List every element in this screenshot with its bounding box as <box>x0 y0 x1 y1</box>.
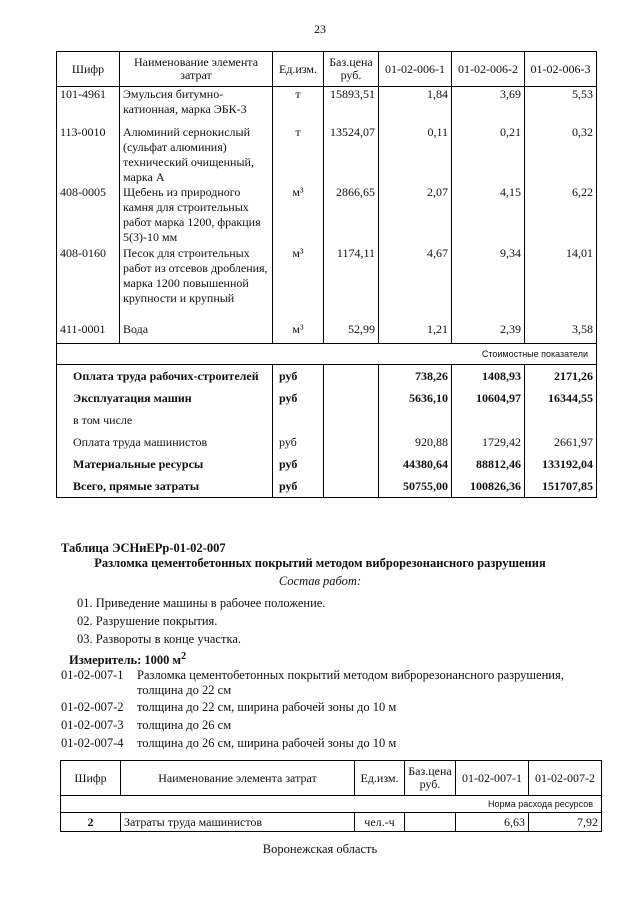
row-price: 52,99 <box>324 322 379 344</box>
row-value-1: 1,84 <box>379 87 452 125</box>
total-value-1: 920,88 <box>379 431 452 453</box>
row-code: 2 <box>61 813 121 832</box>
total-value-2: 10604,97 <box>452 387 525 409</box>
total-value-3: 151707,85 <box>525 475 597 498</box>
resources-table-01-02-006 <box>56 51 597 498</box>
table-row <box>61 813 602 832</box>
header-col-1: 01-02-006-1 <box>379 52 452 87</box>
measure-unit <box>69 651 186 668</box>
work-step: 03. Развороты в конце участка. <box>77 632 241 646</box>
row-code: 408-0005 <box>57 185 120 246</box>
variant-text: Разломка цементобетонных покрытий методом виброрезонансного разрушения, толщина до 22 см <box>137 668 564 697</box>
table-title: Таблица ЭСНиЕРр-01-02-007 <box>61 541 226 555</box>
total-unit: руб <box>273 387 324 409</box>
total-label: Оплата труда рабочих-строителей <box>57 365 273 388</box>
total-label: Материальные ресурсы <box>57 453 273 475</box>
table-header-row <box>61 761 602 796</box>
row-name: Эмульсия битумно-катионная, марка ЭБК-3 <box>120 87 273 125</box>
total-value-3: 133192,04 <box>525 453 597 475</box>
row-value-3: 3,58 <box>525 322 597 344</box>
header-col-3: 01-02-006-3 <box>525 52 597 87</box>
header-code: Шифр <box>57 52 120 87</box>
header-price: Баз.цена руб. <box>324 52 379 87</box>
row-value-1: 4,67 <box>379 246 452 322</box>
total-value-1: 5636,10 <box>379 387 452 409</box>
total-row <box>57 387 597 409</box>
cost-indicators-label: Стоимостные показатели <box>57 344 597 365</box>
section-row <box>57 344 597 365</box>
header-col-1: 01-02-007-1 <box>456 761 529 796</box>
resources-table-01-02-007 <box>60 760 602 832</box>
row-unit: т <box>273 125 324 185</box>
total-row <box>57 431 597 453</box>
header-name: Наименование элемента затрат <box>120 52 273 87</box>
row-code: 408-0160 <box>57 246 120 322</box>
row-value-3: 6,22 <box>525 185 597 246</box>
row-unit: м³ <box>273 185 324 246</box>
total-value-1: 44380,64 <box>379 453 452 475</box>
row-value-2: 7,92 <box>529 813 602 832</box>
row-value-1: 2,07 <box>379 185 452 246</box>
total-label: в том числе <box>57 409 273 431</box>
header-name: Наименование элемента затрат <box>121 761 355 796</box>
row-price: 15893,51 <box>324 87 379 125</box>
row-price <box>405 813 456 832</box>
total-label: Эксплуатация машин <box>57 387 273 409</box>
total-unit: руб <box>273 431 324 453</box>
row-value-3: 14,01 <box>525 246 597 322</box>
row-value-1: 6,63 <box>456 813 529 832</box>
work-step: 02. Разрушение покрытия. <box>77 614 218 628</box>
measure-label: Измеритель: 1000 м <box>69 653 182 668</box>
table-subtitle: Разломка цементобетонных покрытий методом виброрезонансного разрушения <box>94 556 546 570</box>
header-col-2: 01-02-007-2 <box>529 761 602 796</box>
row-name: Песок для строительных работ из отсевов дробления, марка 1200 повышенной крупности и крупный <box>120 246 273 322</box>
measure-sup: 2 <box>181 651 187 662</box>
table-row <box>57 87 597 125</box>
row-name: Щебень из природного камня для строительных работ марка 1200, фракция 5(3)-10 мм <box>120 185 273 246</box>
row-name: Затраты труда машинистов <box>121 813 355 832</box>
row-unit: чел.-ч <box>355 813 405 832</box>
row-name: Вода <box>120 322 273 344</box>
variant-code: 01-02-007-1 <box>61 668 124 682</box>
row-code: 411-0001 <box>57 322 120 344</box>
total-unit: руб <box>273 453 324 475</box>
total-row <box>57 475 597 498</box>
page-number: 23 <box>314 22 326 36</box>
total-value-3: 2171,26 <box>525 365 597 388</box>
total-value-2: 1408,93 <box>452 365 525 388</box>
total-unit: руб <box>273 365 324 388</box>
work-step: 01. Приведение машины в рабочее положение. <box>77 596 326 610</box>
header-col-2: 01-02-006-2 <box>452 52 525 87</box>
row-value-2: 3,69 <box>452 87 525 125</box>
total-value-1: 738,26 <box>379 365 452 388</box>
row-code: 113-0010 <box>57 125 120 185</box>
header-price: Баз.цена руб. <box>405 761 456 796</box>
total-value-1: 50755,00 <box>379 475 452 498</box>
row-unit: т <box>273 87 324 125</box>
total-value-1 <box>379 409 452 431</box>
row-value-1: 0,11 <box>379 125 452 185</box>
total-label: Всего, прямые затраты <box>57 475 273 498</box>
row-unit: м³ <box>273 246 324 322</box>
row-value-3: 0,32 <box>525 125 597 185</box>
footer-region: Воронежская область <box>262 842 378 856</box>
table-row <box>57 322 597 344</box>
total-value-2: 100826,36 <box>452 475 525 498</box>
total-value-3: 2661,97 <box>525 431 597 453</box>
variant-code: 01-02-007-4 <box>61 736 124 750</box>
row-unit: м³ <box>273 322 324 344</box>
total-row <box>57 409 597 431</box>
row-price: 1174,11 <box>324 246 379 322</box>
variant-text: толщина до 26 см <box>137 718 232 732</box>
row-price: 13524,07 <box>324 125 379 185</box>
table-row <box>57 246 597 322</box>
row-name: Алюминий сернокислый (сульфат алюминия) технический очищенный, марка А <box>120 125 273 185</box>
row-value-3: 5,53 <box>525 87 597 125</box>
row-value-2: 2,39 <box>452 322 525 344</box>
section-row <box>61 796 602 813</box>
header-unit: Ед.изм. <box>273 52 324 87</box>
total-value-3 <box>525 409 597 431</box>
composition-title: Состав работ: <box>278 574 362 588</box>
header-unit: Ед.изм. <box>355 761 405 796</box>
total-label: Оплата труда машинистов <box>57 431 273 453</box>
variant-code: 01-02-007-2 <box>61 700 124 714</box>
table-row <box>57 125 597 185</box>
total-row <box>57 453 597 475</box>
total-value-2: 88812,46 <box>452 453 525 475</box>
total-value-2: 1729,42 <box>452 431 525 453</box>
total-unit <box>273 409 324 431</box>
variant-code: 01-02-007-3 <box>61 718 124 732</box>
table-header-row <box>57 52 597 87</box>
row-value-2: 4,15 <box>452 185 525 246</box>
row-value-2: 0,21 <box>452 125 525 185</box>
row-price: 2866,65 <box>324 185 379 246</box>
header-code: Шифр <box>61 761 121 796</box>
row-value-2: 9,34 <box>452 246 525 322</box>
total-unit: руб <box>273 475 324 498</box>
total-value-3: 16344,55 <box>525 387 597 409</box>
variant-text: толщина до 26 см, ширина рабочей зоны до 10 м <box>137 736 397 750</box>
variant-text: толщина до 22 см, ширина рабочей зоны до 10 м <box>137 700 397 714</box>
norm-label: Норма расхода ресурсов <box>61 796 602 813</box>
row-value-1: 1,21 <box>379 322 452 344</box>
total-value-2 <box>452 409 525 431</box>
row-code: 101-4961 <box>57 87 120 125</box>
table-row <box>57 185 597 246</box>
total-row <box>57 365 597 388</box>
